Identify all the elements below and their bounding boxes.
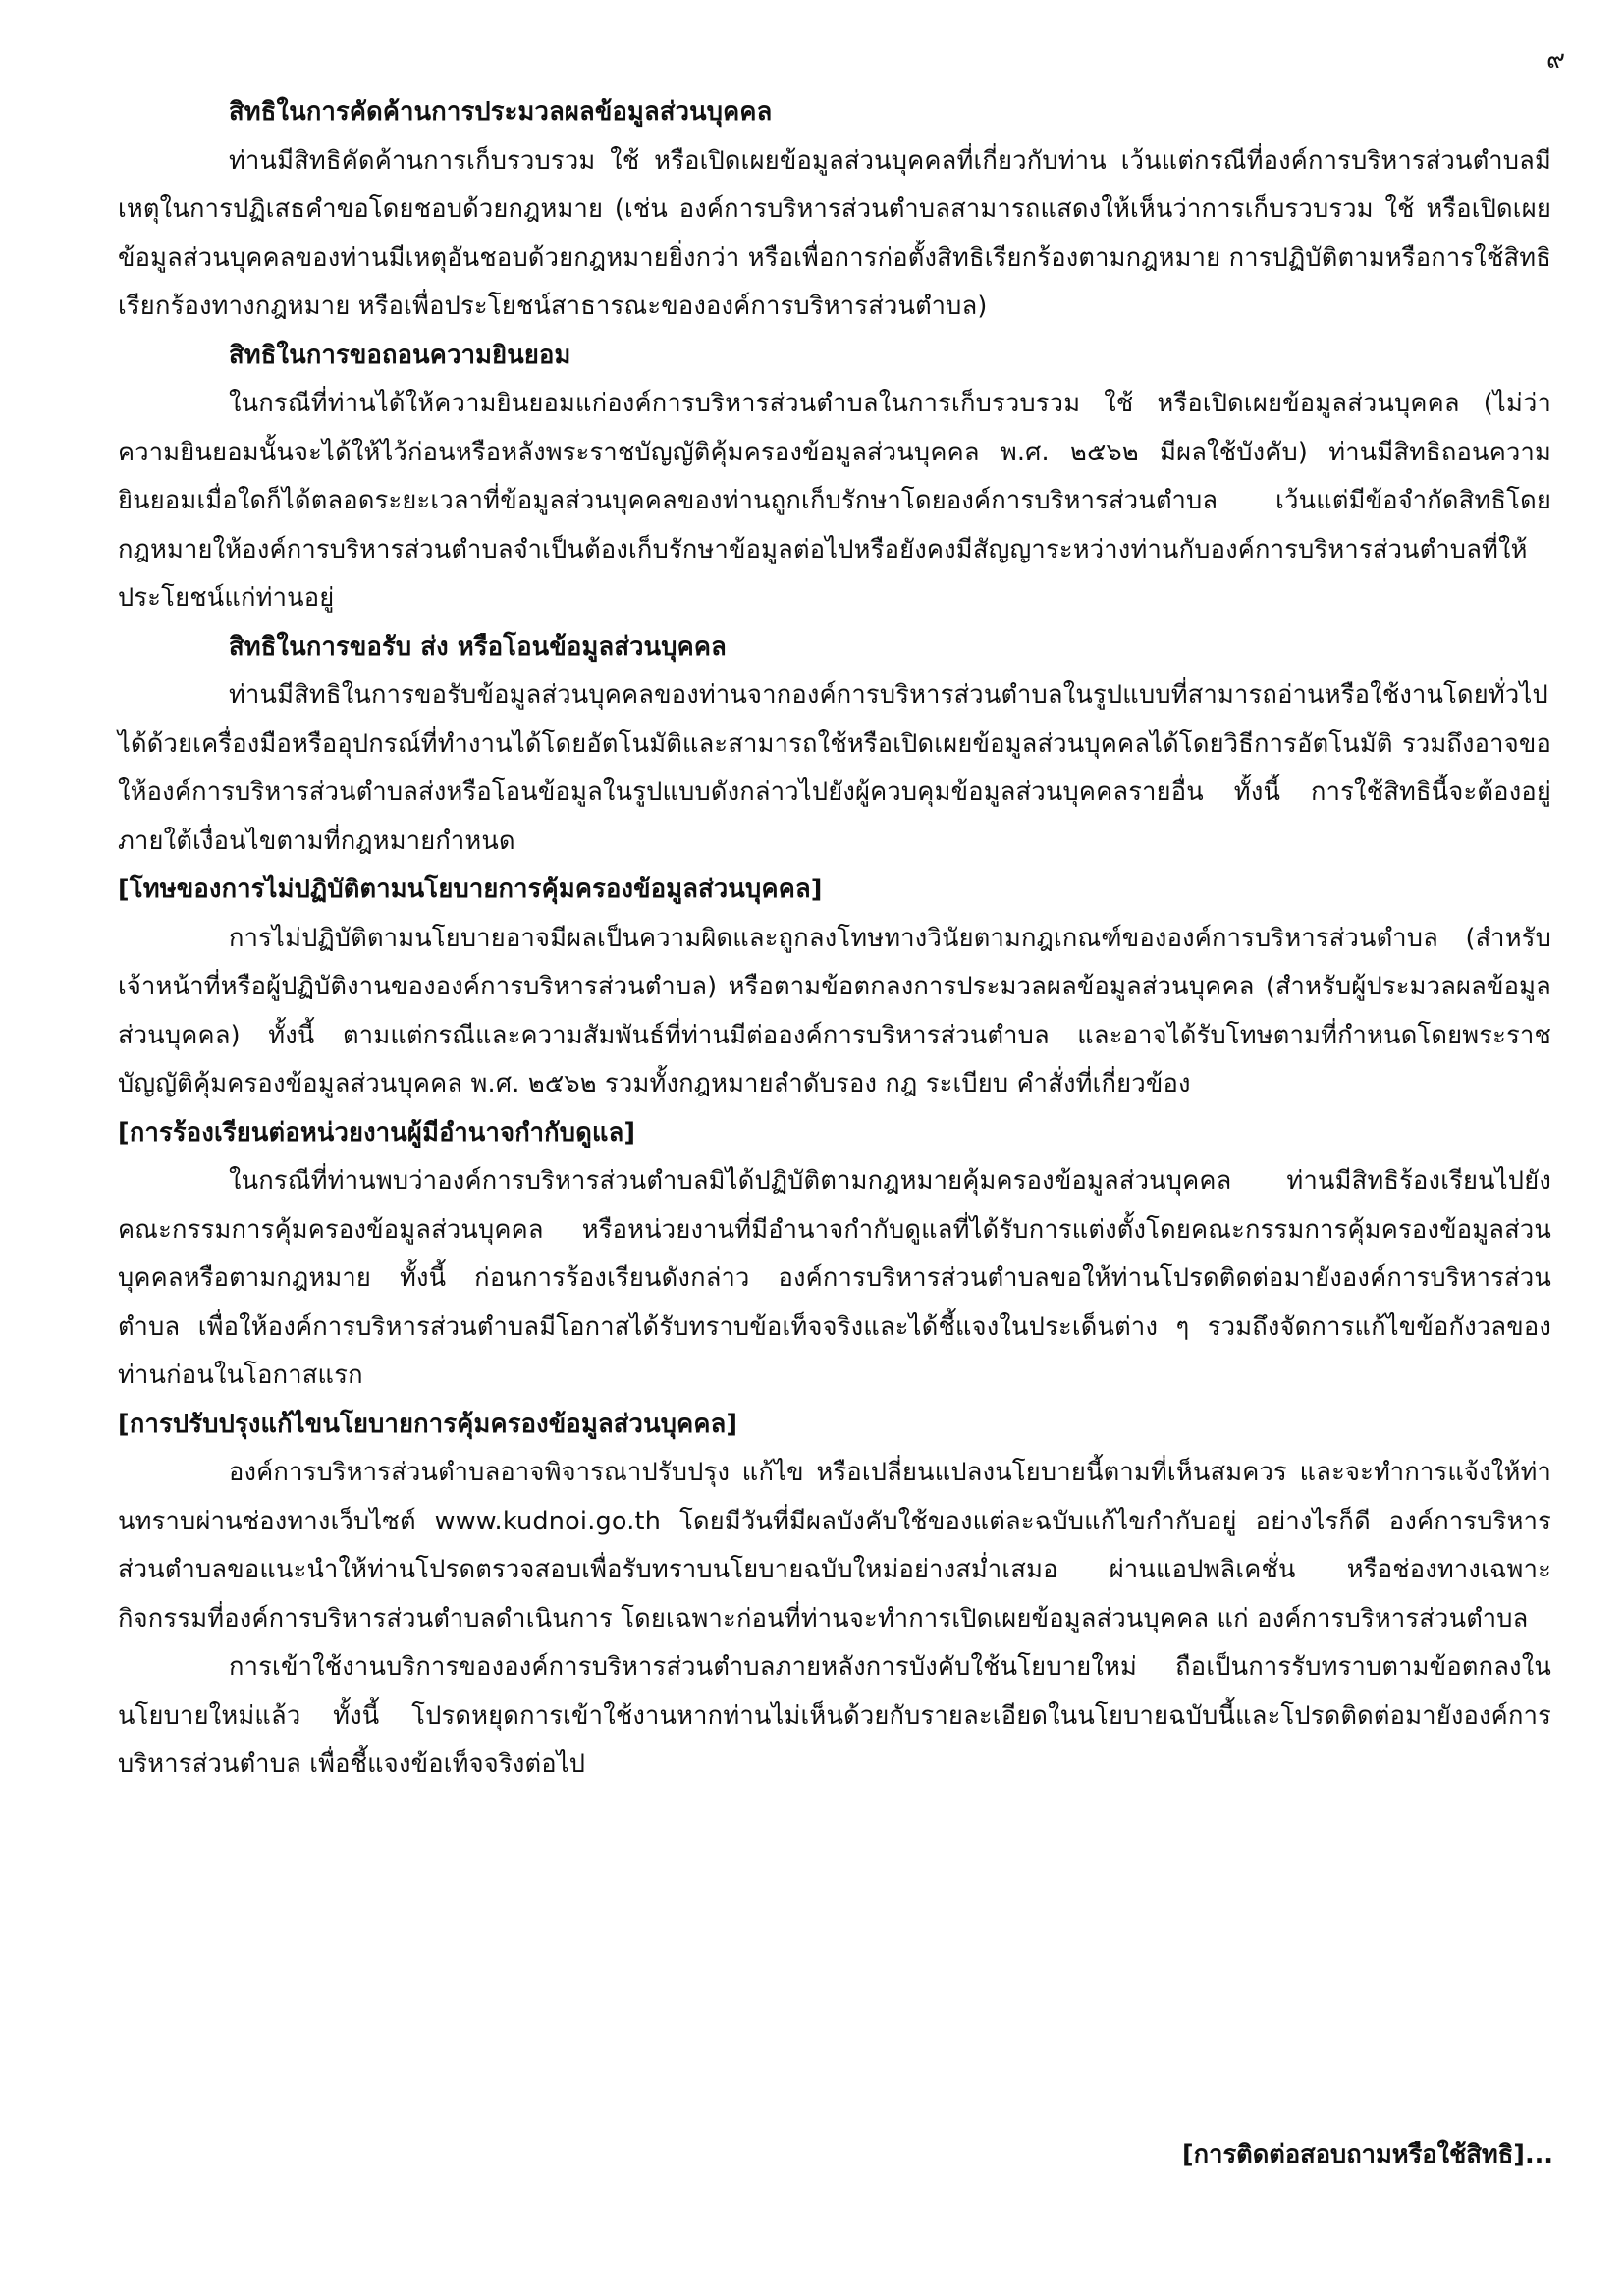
withdraw-consent-paragraph: ในกรณีที่ท่านได้ให้ความยินยอมแก่องค์การบริหารส่วนตำบลในการเก็บรวบรวม ใช้ หรือเปิดเผยข้อมูลส่วนบุคคล (ไม่ว่าความยินยอมนั้นจะได้ให้ไว้ก่อนหรือหลังพระราชบัญญัติคุ้มครองข้อมูลส่วนบุคคล พ.ศ. ๒๕๖๒ มีผลใช้บังคับ) ท่านมีสิทธิถอนความยินยอมเมื่อใดก็ได้ตลอดระยะเวลาที่ข้อมูลส่วนบุคคลของท่านถูกเก็บรักษาโดยองค์การบริหารส่วนตำบล เว้นแต่มีข้อจำกัดสิทธิโดยกฎหมายให้องค์การบริหารส่วนตำบลจำเป็นต้องเก็บรักษาข้อมูลต่อไปหรือยังคงมีสัญญาระหว่างท่านกับองค์การบริหารส่วนตำบลที่ให้ประโยชน์แก่ท่านอยู่: [118, 389, 1551, 613]
portability-paragraph: ท่านมีสิทธิในการขอรับข้อมูลส่วนบุคคลของท่านจากองค์การบริหารส่วนตำบลในรูปแบบที่สามารถอ่านหรือใช้งานโดยทั่วไปได้ด้วยเครื่องมือหรืออุปกรณ์ที่ทำงานได้โดยอัตโนมัติและสามารถใช้หรือเปิดเผยข้อมูลส่วนบุคคลได้โดยวิธีการอัตโนมัติ รวมถึงอาจขอให้องค์การบริหารส่วนตำบลส่งหรือโอนข้อมูลในรูปแบบดังกล่าวไปยังผู้ควบคุมข้อมูลส่วนบุคคลรายอื่น ทั้งนี้ การใช้สิทธินี้จะต้องอยู่ภายใต้เงื่อนไขตามที่กฎหมายกำหนด: [118, 680, 1551, 856]
complaint-paragraph: ในกรณีที่ท่านพบว่าองค์การบริหารส่วนตำบลมิได้ปฏิบัติตามกฎหมายคุ้มครองข้อมูลส่วนบุคคล ท่านมีสิทธิร้องเรียนไปยังคณะกรรมการคุ้มครองข้อมูลส่วนบุคคล หรือหน่วยงานที่มีอำนาจกำกับดูแลที่ได้รับการแต่งตั้งโดยคณะกรรมการคุ้มครองข้อมูลส่วนบุคคลหรือตามกฎหมาย ทั้งนี้ ก่อนการร้องเรียนดังกล่าว องค์การบริหารส่วนตำบลขอให้ท่านโปรดติดต่อมายังองค์การบริหารส่วนตำบล เพื่อให้องค์การบริหารส่วนตำบลมีโอกาสได้รับทราบข้อเท็จจริงและได้ชี้แจงในประเด็นต่าง ๆ รวมถึงจัดการแก้ไขข้อกังวลของท่านก่อนในโอกาสแรก: [118, 1166, 1551, 1390]
page-number: ๙: [1545, 45, 1565, 75]
penalty-heading: [โทษของการไม่ปฏิบัติตามนโยบายการคุ้มครองข้อมูลส่วนบุคคล]: [118, 875, 823, 904]
objection-heading: สิทธิในการคัดค้านการประมวลผลข้อมูลส่วนบุคคล: [229, 97, 773, 127]
policy-update-heading: [การปรับปรุงแก้ไขนโยบายการคุ้มครองข้อมูลส่วนบุคคล]: [118, 1409, 738, 1439]
penalty-paragraph: การไม่ปฏิบัติตามนโยบายอาจมีผลเป็นความผิดและถูกลงโทษทางวินัยตามกฎเกณฑ์ขององค์การบริหารส่วนตำบล (สำหรับเจ้าหน้าที่หรือผู้ปฏิบัติงานขององค์การบริหารส่วนตำบล) หรือตามข้อตกลงการประมวลผลข้อมูลส่วนบุคคล (สำหรับผู้ประมวลผลข้อมูลส่วนบุคคล) ทั้งนี้ ตามแต่กรณีและความสัมพันธ์ที่ท่านมีต่อองค์การบริหารส่วนตำบล และอาจได้รับโทษตามที่กำหนดโดยพระราชบัญญัติคุ้มครองข้อมูลส่วนบุคคล พ.ศ. ๒๕๖๒ รวมทั้งกฎหมายลำดับรอง กฎ ระเบียบ คำสั่งที่เกี่ยวข้อง: [118, 923, 1551, 1098]
document-body: [118, 88, 1551, 1789]
policy-update-paragraph-1: องค์การบริหารส่วนตำบลอาจพิจารณาปรับปรุง แก้ไข หรือเปลี่ยนแปลงนโยบายนี้ตามที่เห็นสมควร และจะทำการแจ้งให้ท่านทราบผ่านช่องทางเว็บไซต์ www.kudnoi.go.th โดยมีวันที่มีผลบังคับใช้ของแต่ละฉบับแก้ไขกำกับอยู่ อย่างไรก็ดี องค์การบริหารส่วนตำบลขอแนะนำให้ท่านโปรดตรวจสอบเพื่อรับทราบนโยบายฉบับใหม่อย่างสม่ำเสมอ ผ่านแอปพลิเคชั่น หรือช่องทางเฉพาะกิจกรรมที่องค์การบริหารส่วนตำบลดำเนินการ โดยเฉพาะก่อนที่ท่านจะทำการเปิดเผยข้อมูลส่วนบุคคล แก่ องค์การบริหารส่วนตำบล: [118, 1458, 1551, 1633]
policy-update-paragraph-2: การเข้าใช้งานบริการขององค์การบริหารส่วนตำบลภายหลังการบังคับใช้นโยบายใหม่ ถือเป็นการรับทราบตามข้อตกลงในนโยบายใหม่แล้ว ทั้งนี้ โปรดหยุดการเข้าใช้งานหากท่านไม่เห็นด้วยกับรายละเอียดในนโยบายฉบับนี้และโปรดติดต่อมายังองค์การบริหารส่วนตำบล เพื่อชี้แจงข้อเท็จจริงต่อไป: [118, 1652, 1551, 1779]
complaint-heading: [การร้องเรียนต่อหน่วยงานผู้มีอำนาจกำกับดูแล]: [118, 1117, 636, 1148]
next-section-hint: [การติดต่อสอบถามหรือใช้สิทธิ]...: [1182, 2140, 1553, 2169]
withdraw-consent-heading: สิทธิในการขอถอนความยินยอม: [229, 340, 571, 370]
portability-heading: สิทธิในการขอรับ ส่ง หรือโอนข้อมูลส่วนบุคคล: [229, 631, 727, 662]
objection-paragraph: ท่านมีสิทธิคัดค้านการเก็บรวบรวม ใช้ หรือเปิดเผยข้อมูลส่วนบุคคลที่เกี่ยวกับท่าน เว้นแต่กรณีที่องค์การบริหารส่วนตำบลมีเหตุในการปฏิเสธคำขอโดยชอบด้วยกฎหมาย (เช่น องค์การบริหารส่วนตำบลสามารถแสดงให้เห็นว่าการเก็บรวบรวม ใช้ หรือเปิดเผยข้อมูลส่วนบุคคลของท่านมีเหตุอันชอบด้วยกฎหมายยิ่งกว่า หรือเพื่อการก่อตั้งสิทธิเรียกร้องตามกฎหมาย การปฏิบัติตามหรือการใช้สิทธิเรียกร้องทางกฎหมาย หรือเพื่อประโยชน์สาธารณะขององค์การบริหารส่วนตำบล): [118, 145, 1551, 321]
